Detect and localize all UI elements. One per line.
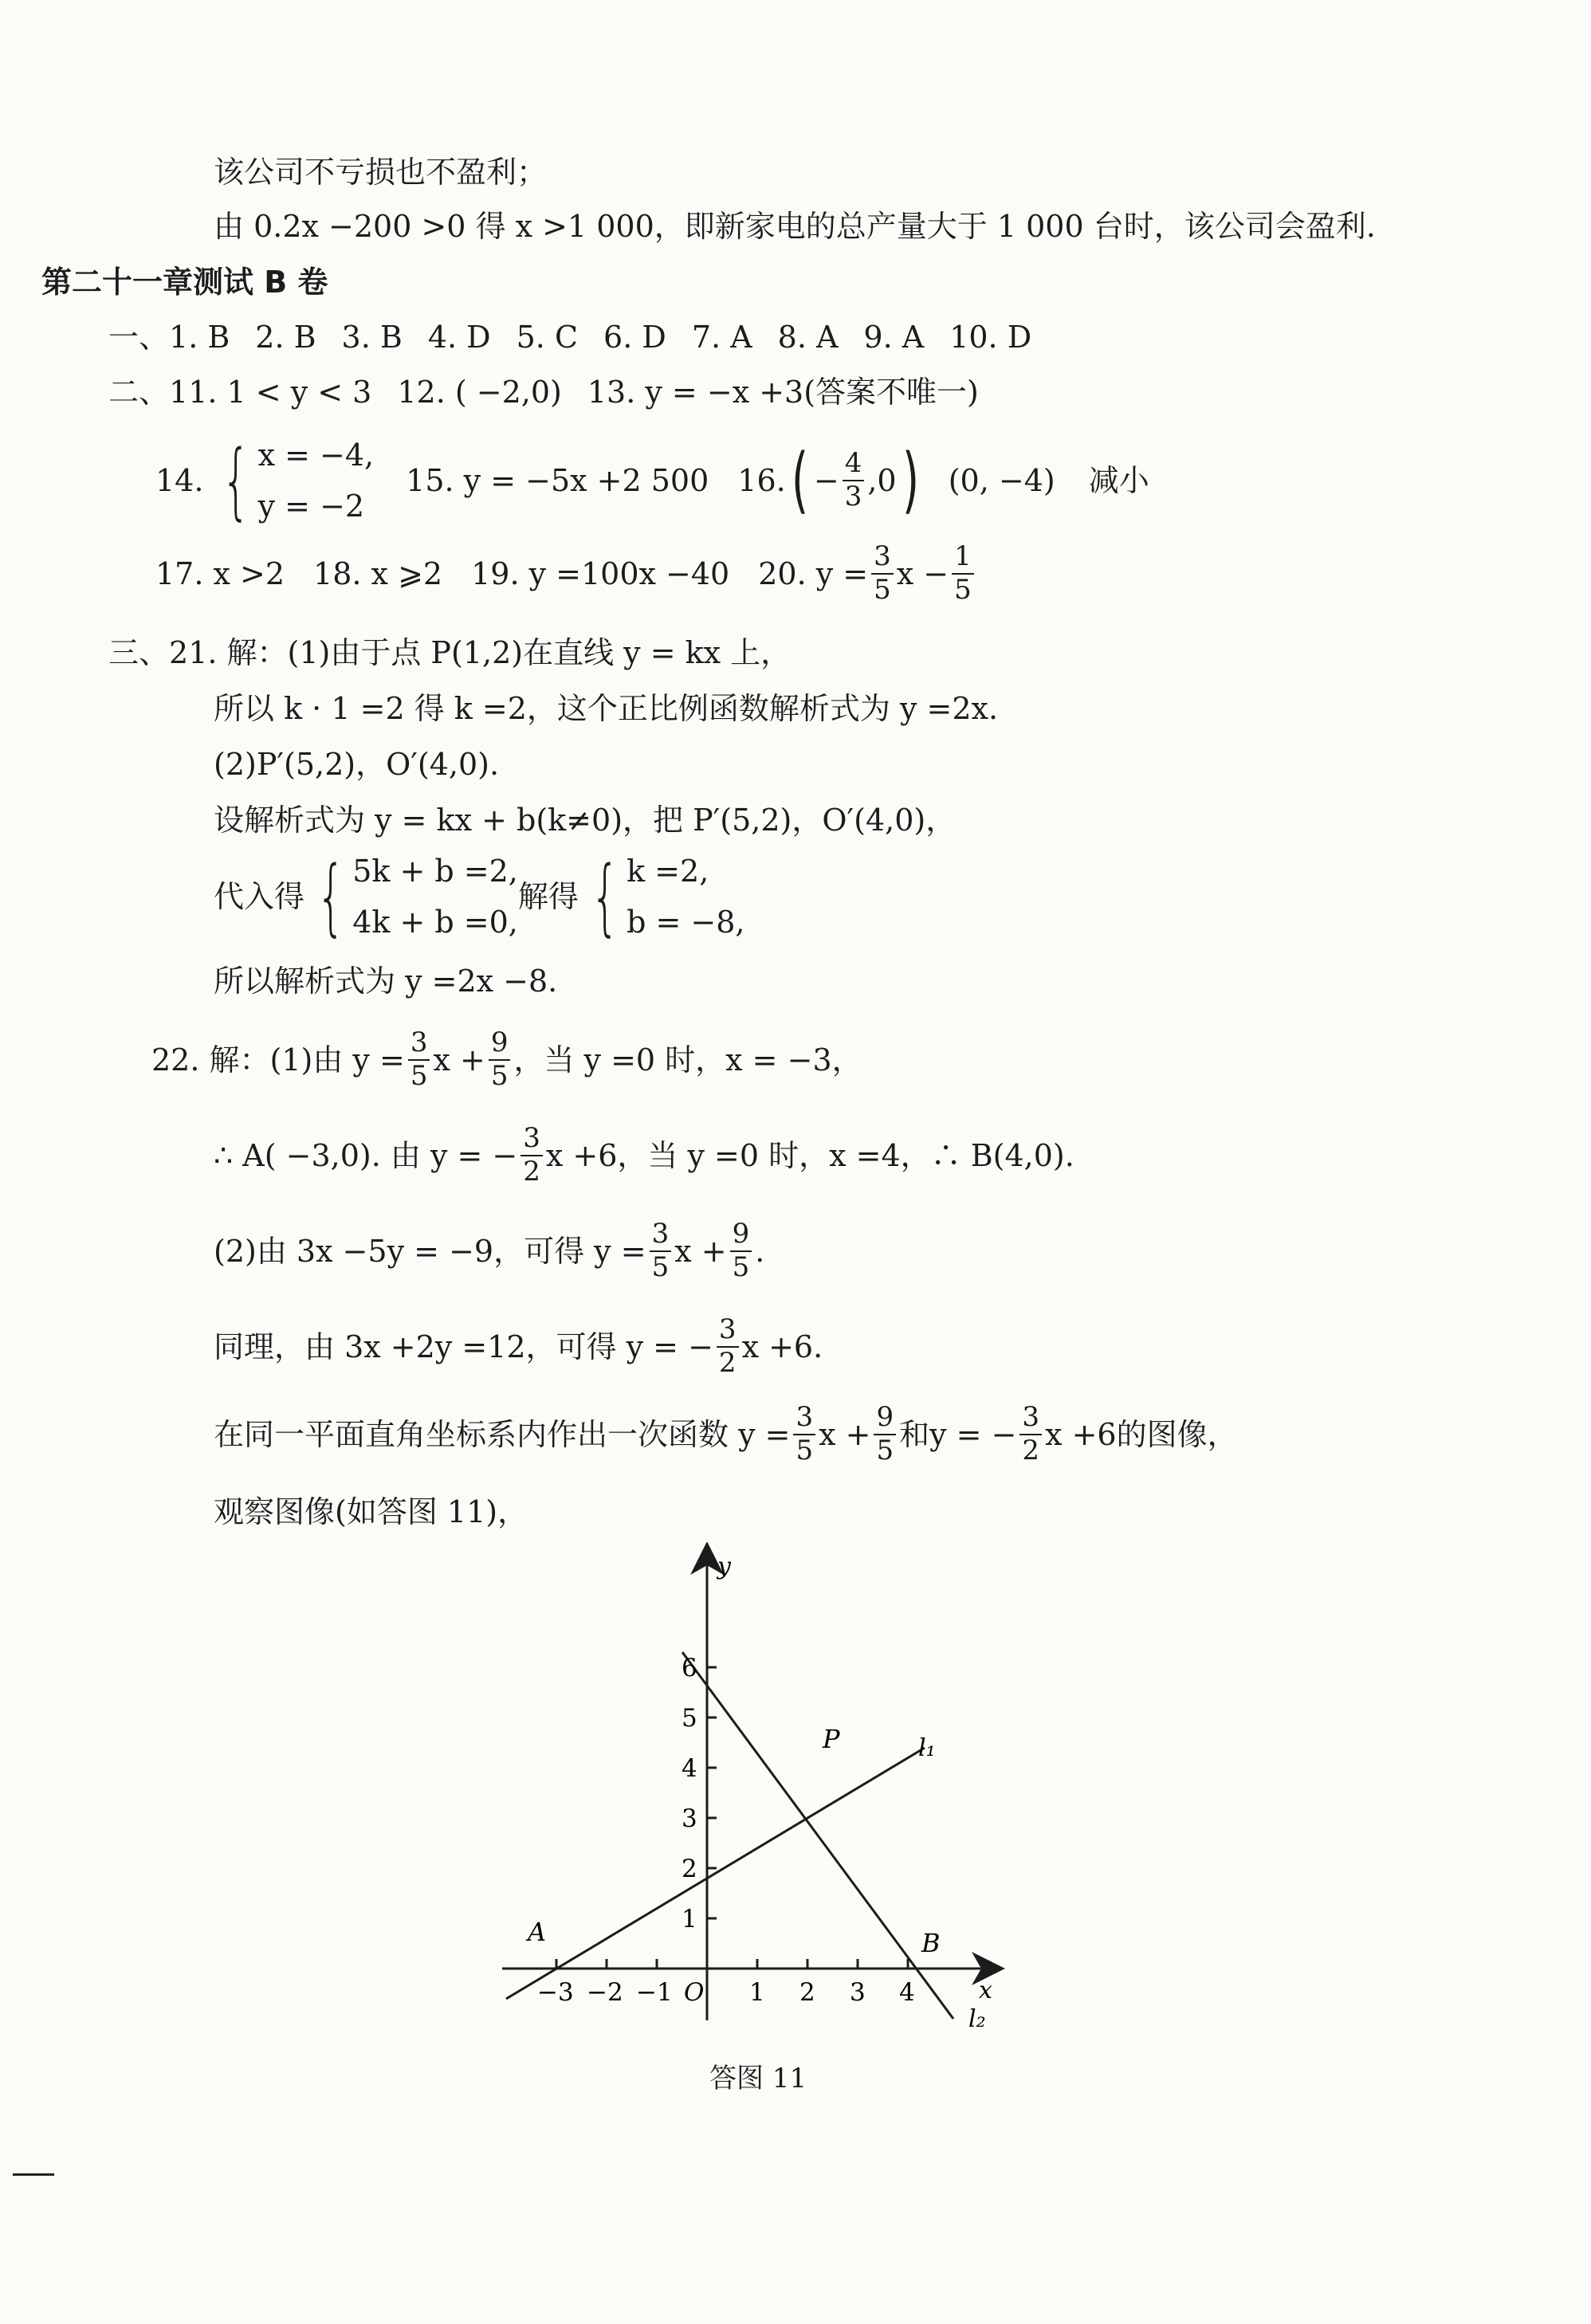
page-bottom-rule bbox=[13, 2173, 54, 2176]
q13-answer: 13. y = −x +3(答案不唯一) bbox=[587, 375, 979, 410]
q21-substitute: 代入得 bbox=[214, 879, 305, 914]
q22-l2-pre: ∴ A( −3,0). 由 y = − bbox=[214, 1138, 518, 1173]
q22-l5-pre: 在同一平面直角坐标系内作出一次函数 y = bbox=[214, 1417, 791, 1452]
part1-answer: 2. B bbox=[255, 320, 316, 355]
point-b-label: B bbox=[921, 1928, 941, 1958]
q16-label: 16. bbox=[737, 463, 786, 498]
part3-label: 三、 bbox=[108, 635, 170, 670]
part2-row3 bbox=[155, 542, 977, 606]
point-p-label: P bbox=[823, 1724, 840, 1754]
section-title: 第二十一章测试 B 卷 bbox=[41, 265, 328, 300]
q21-line6: 所以解析式为 y =2x −8. bbox=[214, 964, 558, 999]
denominator: 2 bbox=[1022, 1435, 1040, 1466]
part1-answer: 7. A bbox=[691, 320, 752, 355]
x-tick-label: 1 bbox=[749, 1978, 765, 2007]
q19-answer: 19. y =100x −40 bbox=[471, 556, 730, 591]
q21-l1: 21. 解：(1)由于点 P(1,2)在直线 y = kx 上， bbox=[169, 635, 792, 670]
q16-denominator: 3 bbox=[844, 481, 862, 512]
q22-l1-post: ，当 y =0 时，x = −3， bbox=[513, 1042, 862, 1078]
q14-system bbox=[210, 432, 375, 529]
point-a-label: A bbox=[528, 1917, 547, 1947]
numerator: 3 bbox=[717, 1316, 739, 1348]
part2-row2 bbox=[155, 432, 1149, 529]
q22-l5-mid: 和y = − bbox=[899, 1417, 1017, 1452]
part2-row1 bbox=[108, 375, 979, 410]
x-tick-label: −3 bbox=[537, 1978, 574, 2007]
part1-answer: 8. A bbox=[777, 320, 839, 355]
q22-x-plus: x + bbox=[433, 1042, 485, 1078]
q21-sys2-row2: b = −8, bbox=[627, 905, 745, 940]
q22-x-plus: x + bbox=[819, 1417, 871, 1452]
q14-row1: x = −4, bbox=[257, 438, 375, 473]
numerator: 9 bbox=[730, 1220, 752, 1252]
q14-row2: y = −2 bbox=[257, 489, 365, 524]
denominator: 5 bbox=[876, 1435, 894, 1466]
q15-answer: 15. y = −5x +2 500 bbox=[406, 463, 709, 498]
q20-fraction-2 bbox=[952, 540, 974, 606]
q22-frac-3-2 bbox=[717, 1313, 739, 1379]
q22-line2 bbox=[214, 1120, 1074, 1191]
denominator: 5 bbox=[796, 1435, 814, 1466]
figure-caption: 答图 11 bbox=[709, 2063, 807, 2094]
q16-tail: ,0 bbox=[867, 463, 897, 498]
q16-word: 减小 bbox=[1088, 463, 1149, 498]
x-tick-label: 4 bbox=[899, 1978, 915, 2007]
x-axis-label: x bbox=[979, 1977, 992, 2004]
denominator: 2 bbox=[718, 1347, 737, 1379]
numerator: 3 bbox=[521, 1125, 543, 1156]
q20-den1: 5 bbox=[874, 574, 891, 606]
q20-num2: 1 bbox=[952, 543, 974, 575]
numerator: 3 bbox=[650, 1220, 672, 1252]
part1-answer: 3. B bbox=[341, 320, 403, 355]
q22-line5 bbox=[214, 1399, 1238, 1470]
part1-answer: 4. D bbox=[427, 320, 491, 355]
q17-answer: 17. x >2 bbox=[155, 556, 285, 591]
q18-answer: 18. x ⩾2 bbox=[313, 556, 443, 591]
q22-l3-pre: (2)由 3x −5y = −9，可得 y = bbox=[214, 1234, 646, 1269]
denominator: 2 bbox=[523, 1156, 540, 1188]
x-tick-label: −2 bbox=[587, 1978, 623, 2007]
y-tick-label: 3 bbox=[682, 1804, 697, 1833]
q21-line1 bbox=[108, 635, 792, 670]
line-l1-label: l₁ bbox=[918, 1734, 936, 1762]
q22-l1-pre: 22. 解：(1)由 y = bbox=[151, 1042, 405, 1078]
q21-solve: 解得 bbox=[517, 879, 579, 914]
q11-answer: 11. 1 < y < 3 bbox=[169, 375, 372, 410]
numerator: 3 bbox=[1019, 1403, 1042, 1435]
q21-sys2-row1: k =2, bbox=[627, 854, 709, 889]
denominator: 5 bbox=[410, 1060, 428, 1092]
q21-sys1-row1: 5k + b =2, bbox=[352, 854, 518, 889]
y-tick-label: 2 bbox=[682, 1855, 697, 1883]
x-tick-label: 3 bbox=[850, 1978, 866, 2007]
q20-pre: 20. y = bbox=[758, 556, 869, 591]
q22-frac-3-5 bbox=[650, 1220, 672, 1282]
q22-frac-9-5 bbox=[489, 1029, 511, 1090]
q22-l2-post: x +6，当 y =0 时，x =4，∴ B(4,0). bbox=[545, 1138, 1074, 1173]
left-paren-icon: ( bbox=[791, 438, 808, 522]
q22-line4 bbox=[214, 1311, 823, 1383]
q16-neg: − bbox=[813, 463, 839, 498]
x-tick-label: −1 bbox=[636, 1978, 673, 2007]
x-ticks bbox=[556, 1959, 908, 1969]
denominator: 5 bbox=[732, 1251, 750, 1283]
line-l1 bbox=[506, 1748, 925, 1999]
q21-system-1 bbox=[304, 848, 518, 945]
brace-icon: { bbox=[316, 848, 346, 945]
text-line-no-loss: 该公司不亏损也不盈利； bbox=[214, 155, 548, 190]
answer-figure-11 bbox=[478, 1542, 1036, 2036]
q21-line5 bbox=[214, 848, 745, 945]
line-l2 bbox=[682, 1652, 953, 2019]
q20-den2: 5 bbox=[954, 574, 972, 606]
part1-label: 一、 bbox=[108, 320, 170, 355]
q21-line3: (2)P′(5,2)，O′(4,0). bbox=[214, 747, 500, 782]
right-paren-icon: ) bbox=[902, 438, 919, 522]
y-tick-label: 5 bbox=[682, 1704, 697, 1733]
q20-num1: 3 bbox=[871, 543, 894, 575]
origin-label: O bbox=[684, 1978, 705, 2007]
y-tick-label: 6 bbox=[682, 1654, 697, 1682]
part1-answer: 9. A bbox=[863, 320, 925, 355]
part1-answer: 6. D bbox=[603, 320, 666, 355]
q22-x-plus: x + bbox=[674, 1234, 727, 1269]
q22-line3 bbox=[214, 1215, 764, 1287]
denominator: 5 bbox=[490, 1060, 509, 1092]
q21-line2: 所以 k · 1 =2 得 k =2，这个正比例函数解析式为 y =2x. bbox=[214, 691, 999, 726]
q16-extra: (0, −4) bbox=[948, 463, 1055, 498]
y-axis-label: y bbox=[717, 1553, 731, 1580]
q22-frac-9-5 bbox=[874, 1403, 896, 1465]
numerator: 3 bbox=[408, 1029, 430, 1061]
q20-fraction-1 bbox=[871, 540, 894, 606]
x-tick-label: 2 bbox=[799, 1978, 815, 2007]
y-ticks bbox=[707, 1667, 717, 1918]
numerator: 3 bbox=[793, 1403, 815, 1435]
part1-answer: 10. D bbox=[949, 320, 1032, 355]
brace-icon: { bbox=[590, 848, 620, 945]
q22-frac-3-5 bbox=[408, 1029, 430, 1090]
q22-l5-post: x +6的图像， bbox=[1045, 1417, 1238, 1452]
q22-frac-3-2 bbox=[521, 1122, 543, 1188]
q21-sys1-row2: 4k + b =0, bbox=[352, 905, 518, 940]
y-tick-label: 4 bbox=[682, 1754, 697, 1783]
q21-line4: 设解析式为 y = kx + b(k≠0)，把 P′(5,2)，O′(4,0)， bbox=[214, 803, 957, 838]
y-tick-label: 1 bbox=[682, 1905, 697, 1933]
q22-line1 bbox=[151, 1024, 862, 1096]
part1-answer: 5. C bbox=[516, 320, 579, 355]
q22-l4-post: x +6. bbox=[741, 1329, 823, 1364]
q14-label: 14. bbox=[155, 463, 204, 498]
q22-frac-3-5 bbox=[793, 1403, 815, 1465]
part1-answers bbox=[108, 320, 1032, 355]
part1-answer: 1. B bbox=[169, 320, 230, 355]
numerator: 9 bbox=[874, 1403, 896, 1435]
q22-line6: 观察图像(如答图 11)， bbox=[214, 1494, 528, 1529]
line-l2-label: l₂ bbox=[968, 2005, 986, 2033]
q12-answer: 12. ( −2,0) bbox=[397, 375, 562, 410]
brace-icon: { bbox=[222, 432, 251, 529]
numerator: 9 bbox=[489, 1029, 511, 1061]
q16-fraction bbox=[843, 449, 865, 511]
q16-numerator: 4 bbox=[843, 449, 865, 481]
q22-frac-9-5 bbox=[730, 1220, 752, 1282]
q22-l3-end: . bbox=[755, 1234, 765, 1269]
q22-frac-3-2 bbox=[1019, 1403, 1042, 1465]
q22-l4-pre: 同理，由 3x +2y =12，可得 y = − bbox=[214, 1329, 713, 1364]
denominator: 5 bbox=[651, 1251, 670, 1283]
text-line-profit-condition: 由 0.2x −200 >0 得 x >1 000，即新家电的总产量大于 1 000 台时，该公司会盈利. bbox=[214, 209, 1376, 244]
part2-label: 二、 bbox=[108, 375, 170, 410]
q21-system-2 bbox=[579, 848, 745, 945]
q20-mid: x − bbox=[896, 556, 949, 591]
